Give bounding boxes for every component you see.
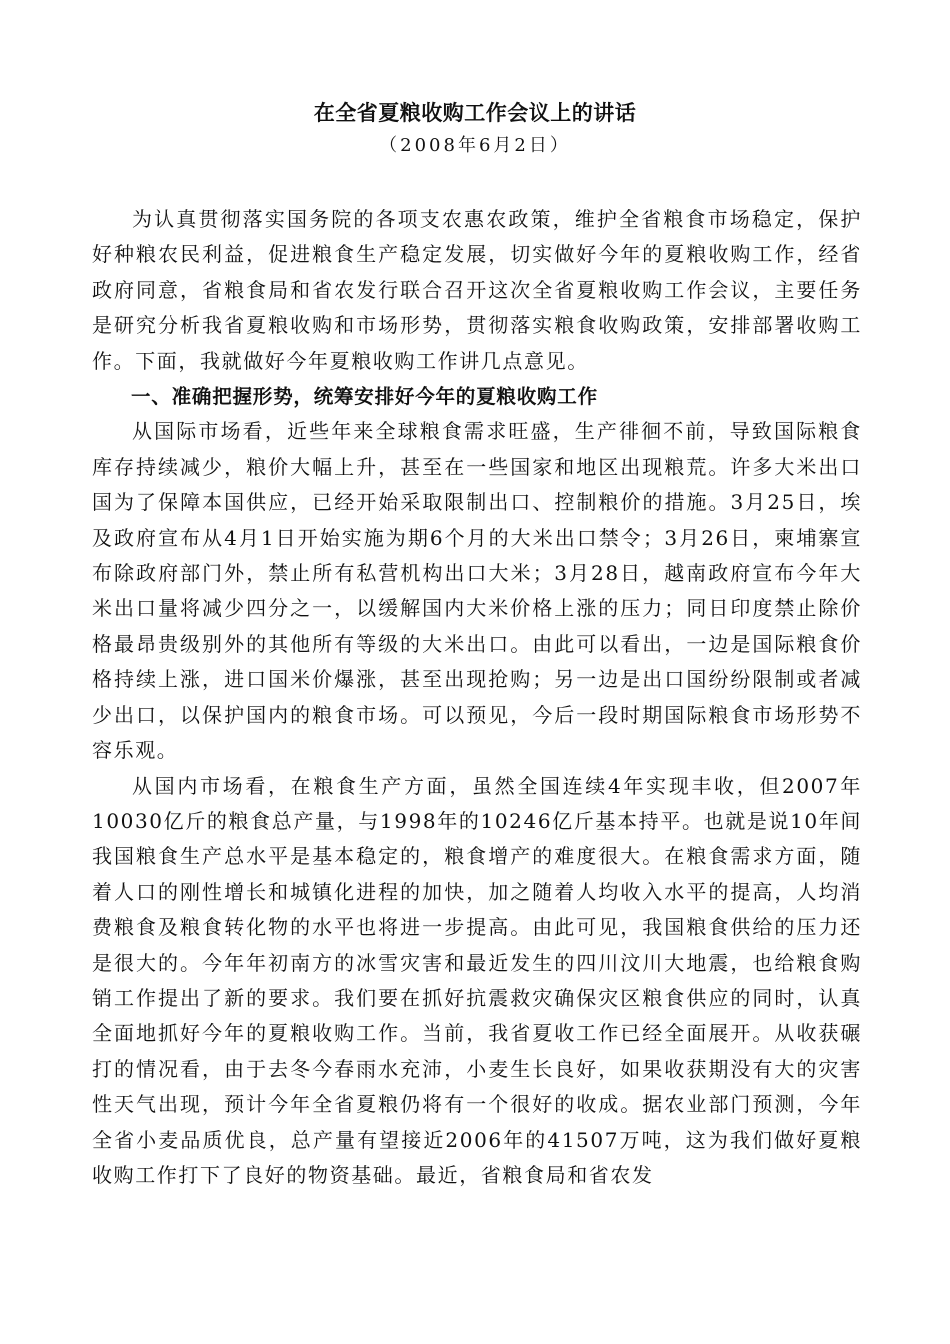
section-heading: 一、准确把握形势，统筹安排好今年的夏粮收购工作 (131, 385, 598, 409)
document-body (92, 202, 862, 1193)
intro-paragraph: 为认真贯彻落实国务院的各项支农惠农政策，维护全省粮食市场稳定，保护好种粮农民利益，促进粮食生产稳定发展，切实做好今年的夏粮收购工作，经省政府同意，省粮食局和省农发行联合召开这次全省夏粮收购工作会议，主要任务是研究分析我省夏粮收购和市场形势，贯彻落实粮食收购政策，安排部署收购工作。下面，我就做好今年夏粮收购工作讲几点意见。 (92, 207, 862, 373)
international-market-paragraph: 从国际市场看，近些年来全球粮食需求旺盛，生产徘徊不前，导致国际粮食库存持续减少，粮价大幅上升，甚至在一些国家和地区出现粮荒。许多大米出口国为了保障本国供应，已经开始采取限制出口、控制粮价的措施。3月25日，埃及政府宣布从4月1日开始实施为期6个月的大米出口禁令；3月26日，柬埔寨宣布除政府部门外，禁止所有私营机构出口大米；3月28日，越南政府宣布今年大米出口量将减少四分之一，以缓解国内大米价格上涨的压力；同日印度禁止除价格最昂贵级别外的其他所有等级的大米出口。由此可以看出，一边是国际粮食价格持续上涨，进口国米价爆涨，甚至出现抢购；另一边是出口国纷纷限制或者减少出口，以保护国内的粮食市场。可以预见，今后一段时期国际粮食市场形势不容乐观。 (92, 419, 862, 763)
domestic-market-paragraph: 从国内市场看，在粮食生产方面，虽然全国连续4年实现丰收，但2007年10030亿斤的粮食总产量，与1998年的10246亿斤基本持平。也就是说10年间我国粮食生产总水平是基本稳定的，粮食增产的难度很大。在粮食需求方面，随着人口的刚性增长和城镇化进程的加快，加之随着人均收入水平的提高，人均消费粮食及粮食转化物的水平也将进一步提高。由此可见，我国粮食供给的压力还是很大的。今年年初南方的冰雪灾害和最近发生的四川汶川大地震，也给粮食购销工作提出了新的要求。我们要在抓好抗震救灾确保灾区粮食供应的同时，认真全面地抓好今年的夏粮收购工作。当前，我省夏收工作已经全面展开。从收获碾打的情况看，由于去冬今春雨水充沛，小麦生长良好，如果收获期没有大的灾害性天气出现，预计今年全省夏粮仍将有一个很好的收成。据农业部门预测，今年全省小麦品质优良，总产量有望接近2006年的41507万吨，这为我们做好夏粮收购工作打下了良好的物资基础。最近，省粮食局和省农发 (92, 773, 862, 1187)
document-date: （2008年6月2日） (379, 135, 571, 156)
document-title: 在全省夏粮收购工作会议上的讲话 (313, 100, 637, 125)
